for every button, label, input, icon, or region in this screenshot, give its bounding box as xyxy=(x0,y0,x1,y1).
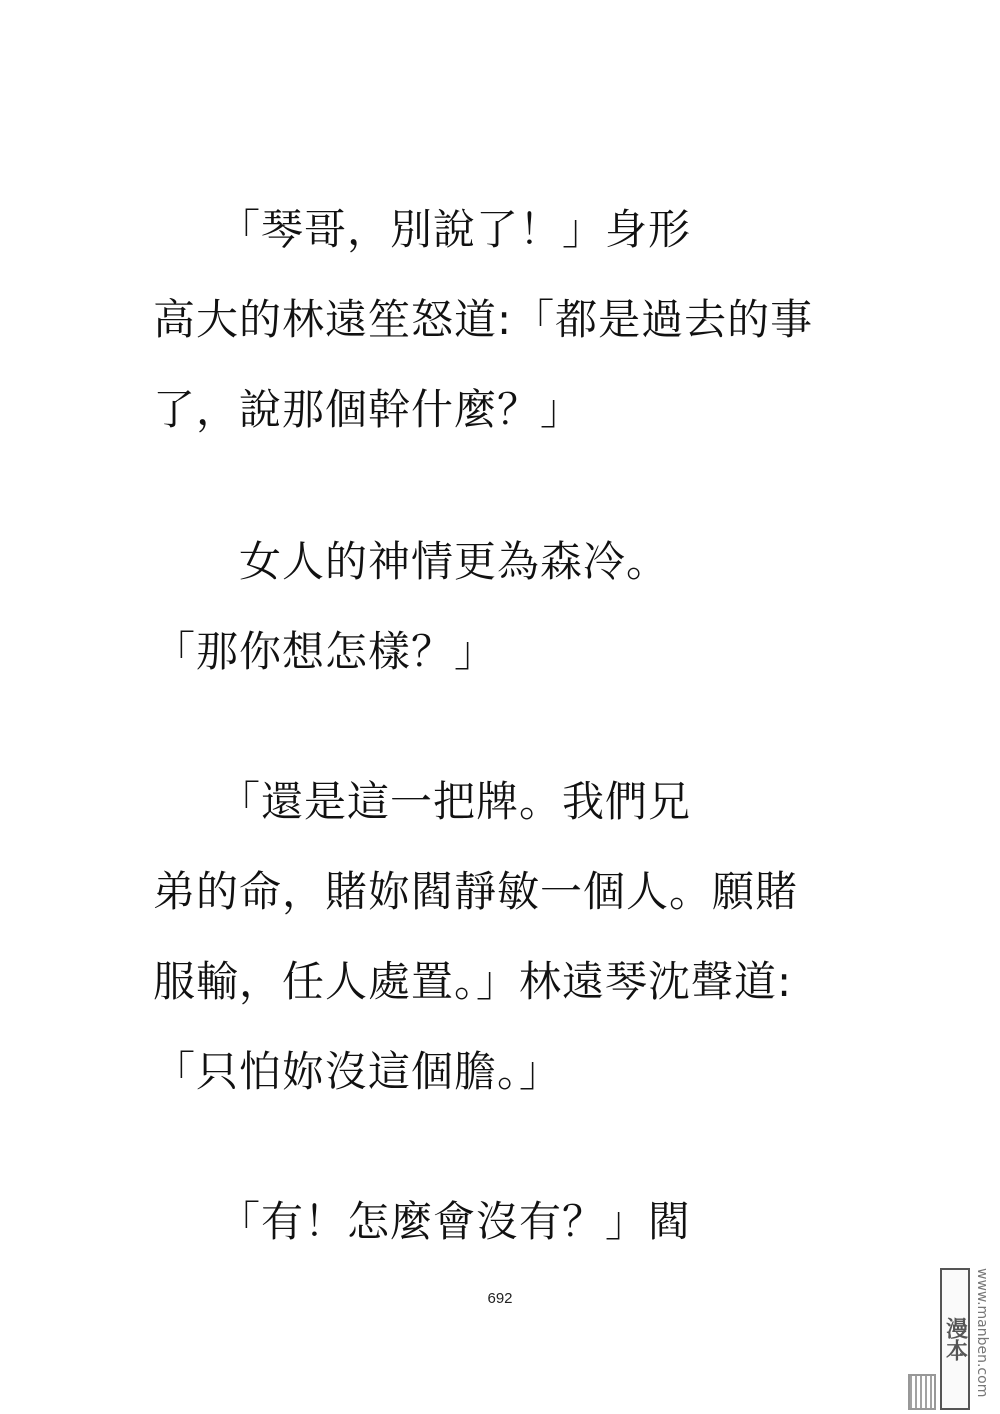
watermark-logo-text: 漫本 xyxy=(942,1317,968,1361)
watermark-emblem-icon xyxy=(908,1374,936,1410)
text-line-5: 「那你想怎樣？」 xyxy=(153,627,498,676)
watermark-logo xyxy=(940,1268,970,1410)
page-number: 692 xyxy=(487,1290,513,1307)
text-line-1: 「琴哥，別說了！」身形 xyxy=(153,205,692,254)
watermark xyxy=(908,1262,992,1410)
text-line-3: 了，說那個幹什麼？」 xyxy=(153,385,584,434)
text-line-4: 女人的神情更為森冷。 xyxy=(153,537,670,586)
text-line-7: 弟的命，賭妳閻靜敏一個人。願賭 xyxy=(153,867,799,916)
text-line-9: 「只怕妳沒這個膽。」 xyxy=(153,1047,563,1096)
text-line-8: 服輸，任人處置。」林遠琴沈聲道: xyxy=(153,957,793,1006)
text-line-6: 「還是這一把牌。我們兄 xyxy=(153,777,692,826)
text-line-10: 「有！怎麼會沒有？」閻 xyxy=(153,1197,692,1246)
watermark-site: www.manben.com xyxy=(974,1268,990,1398)
text-line-2: 高大的林遠笙怒道:「都是過去的事 xyxy=(153,295,814,344)
